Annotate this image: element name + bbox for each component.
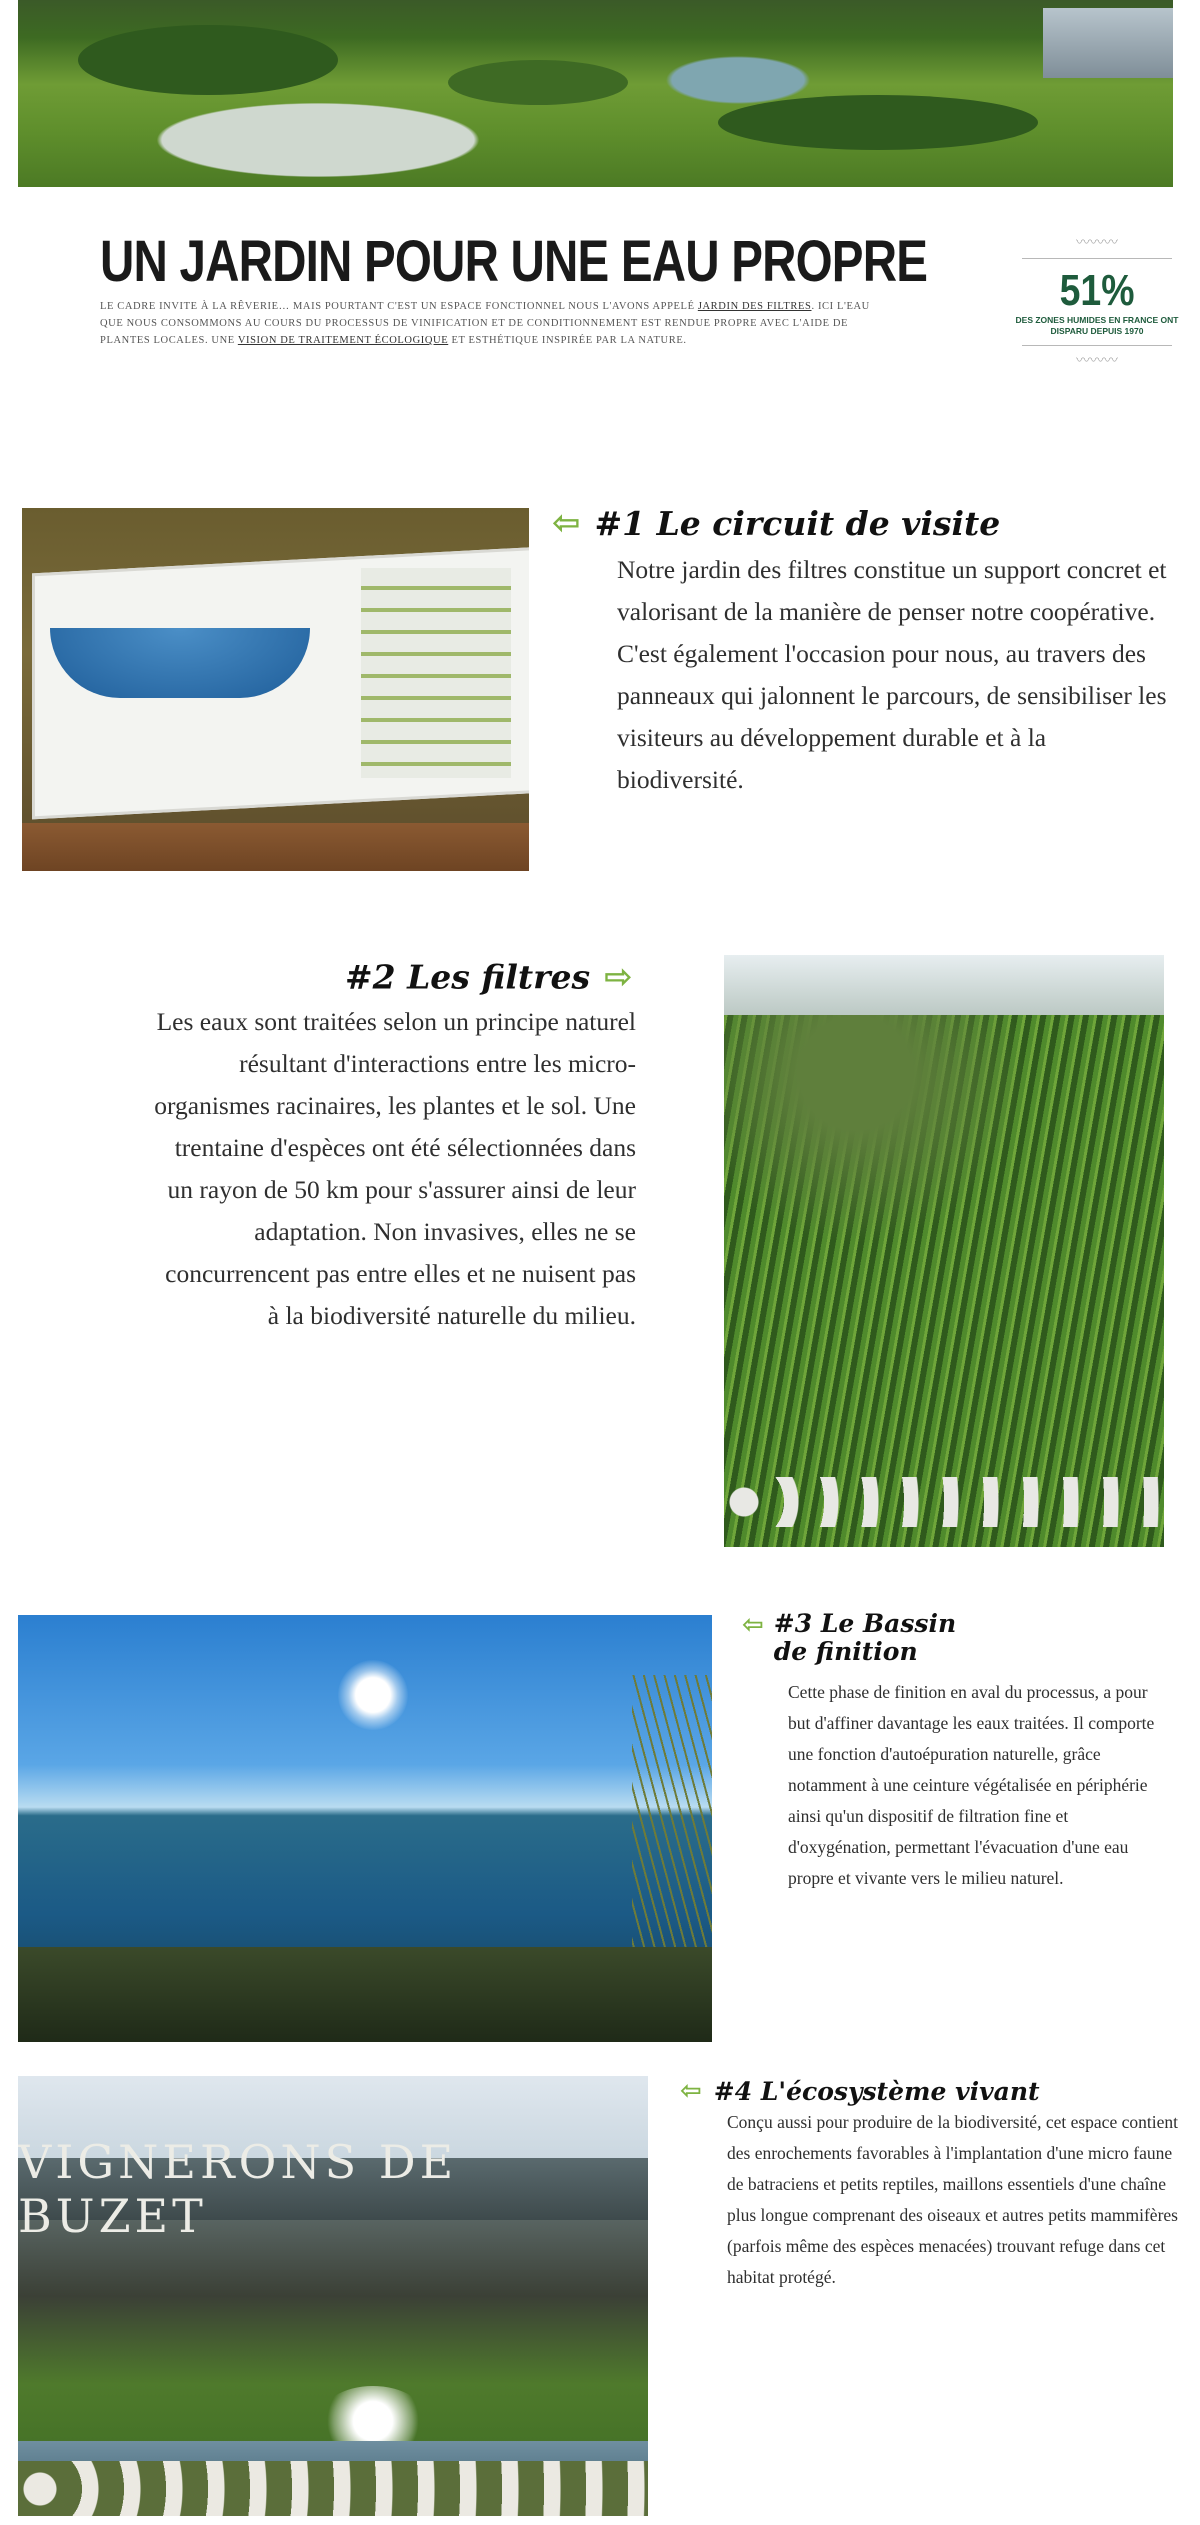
stat-caption: DES ZONES HUMIDES EN FRANCE ONT DISPARU DEPUIS 1970	[1015, 315, 1179, 336]
page-title: UN JARDIN POUR UNE EAU PROPRE	[100, 229, 928, 294]
section-2-heading: #2 Les filtres ⇨	[345, 957, 633, 997]
ecosystem-photo	[18, 2076, 648, 2516]
arrow-right-icon: ⇨	[604, 957, 633, 997]
info-panel-photo	[22, 508, 529, 871]
arrow-left-icon: ⇦	[742, 1610, 764, 1640]
flourish-ornament-icon: 〰〰〰	[1076, 353, 1118, 369]
vision-traitement-link[interactable]: VISION DE TRAITEMENT ÉCOLOGIQUE	[237, 335, 449, 346]
section-3-heading: ⇦ #3 Le Bassin de finition	[742, 1609, 957, 1666]
intro-paragraph: LE CADRE INVITE À LA RÊVERIE… MAIS POURTANT C'EST UN ESPACE FONCTIONNEL NOUS L'AVONS APPELÉ JARDIN DES FILTRES. ICI L'EAU QUE NOUS CONSOMMONS AU COURS DU PROCESSUS DE VINIFICATION ET DE CONDITIONNEMENT EST RENDUE PROPRE AVEC L'AIDE DE PLANTES LOCALES. UNE VISION DE TRAITEMENT ÉCOLOGIQUE ET ESTHÉTIQUE INSPIRÉE PAR LA NATURE.	[100, 301, 870, 346]
section-1-body: Notre jardin des filtres constitue un support concret et valorisant de la manière de penser notre coopérative. C'est également l'occasion pour nous, au travers des panneaux qui jalonnent le parcours, de sensibiliser les visiteurs au développement durable et à la biodiversité.	[617, 555, 1167, 794]
jardin-des-filtres-link[interactable]: JARDIN DES FILTRES	[697, 301, 812, 312]
filter-plants-photo	[724, 955, 1164, 1547]
flourish-ornament-icon: 〰〰〰	[1076, 235, 1118, 251]
section-2-body: Les eaux sont traitées selon un principe naturel résultant d'interactions entre les micro-organismes racinaires, les plantes et le sol. Une trentaine d'espèces ont été sélectionnées dans un rayon de 50 km pour s'assurer ainsi de leur adaptation. Non invasives, elles ne se concurrencent pas entre elles et ne nuisent pas à la biodiversité naturelle du milieu.	[154, 1007, 636, 1330]
finishing-basin-photo	[18, 1615, 712, 2042]
arrow-left-icon: ⇦	[680, 2076, 702, 2106]
stat-value: 51%	[1059, 266, 1135, 315]
section-4-body: Conçu aussi pour produire de la biodiversité, cet espace contient des enrochements favorables à l'implantation d'une micro faune de batraciens et petits reptiles, maillons essentiels d'une chaîne plus longue comprenant des oiseaux et autres petits mammifères (parfois même des espèces menacées) trouvant refuge dans cet habitat protégé.	[727, 2112, 1178, 2287]
garden-banner-photo	[18, 0, 1173, 187]
section-3-body: Cette phase de finition en aval du processus, a pour but d'affiner davantage les eaux traitées. Il comporte une fonction d'autoépuration naturelle, grâce notamment à une ceinture végétalisée en périphérie ainsi qu'un dispositif de filtration fine et d'oxygénation, permettant l'évacuation d'une eau propre et vivante vers le milieu naturel.	[788, 1682, 1155, 1888]
buzet-sign: VIGNERONS DE BUZET	[18, 2158, 648, 2220]
arrow-left-icon: ⇦	[552, 503, 581, 543]
section-4-heading: ⇦ #4 L'écosystème vivant	[680, 2076, 1040, 2106]
section-1-heading: ⇦ #1 Le circuit de visite	[552, 503, 1001, 543]
stat-box	[1012, 236, 1182, 368]
